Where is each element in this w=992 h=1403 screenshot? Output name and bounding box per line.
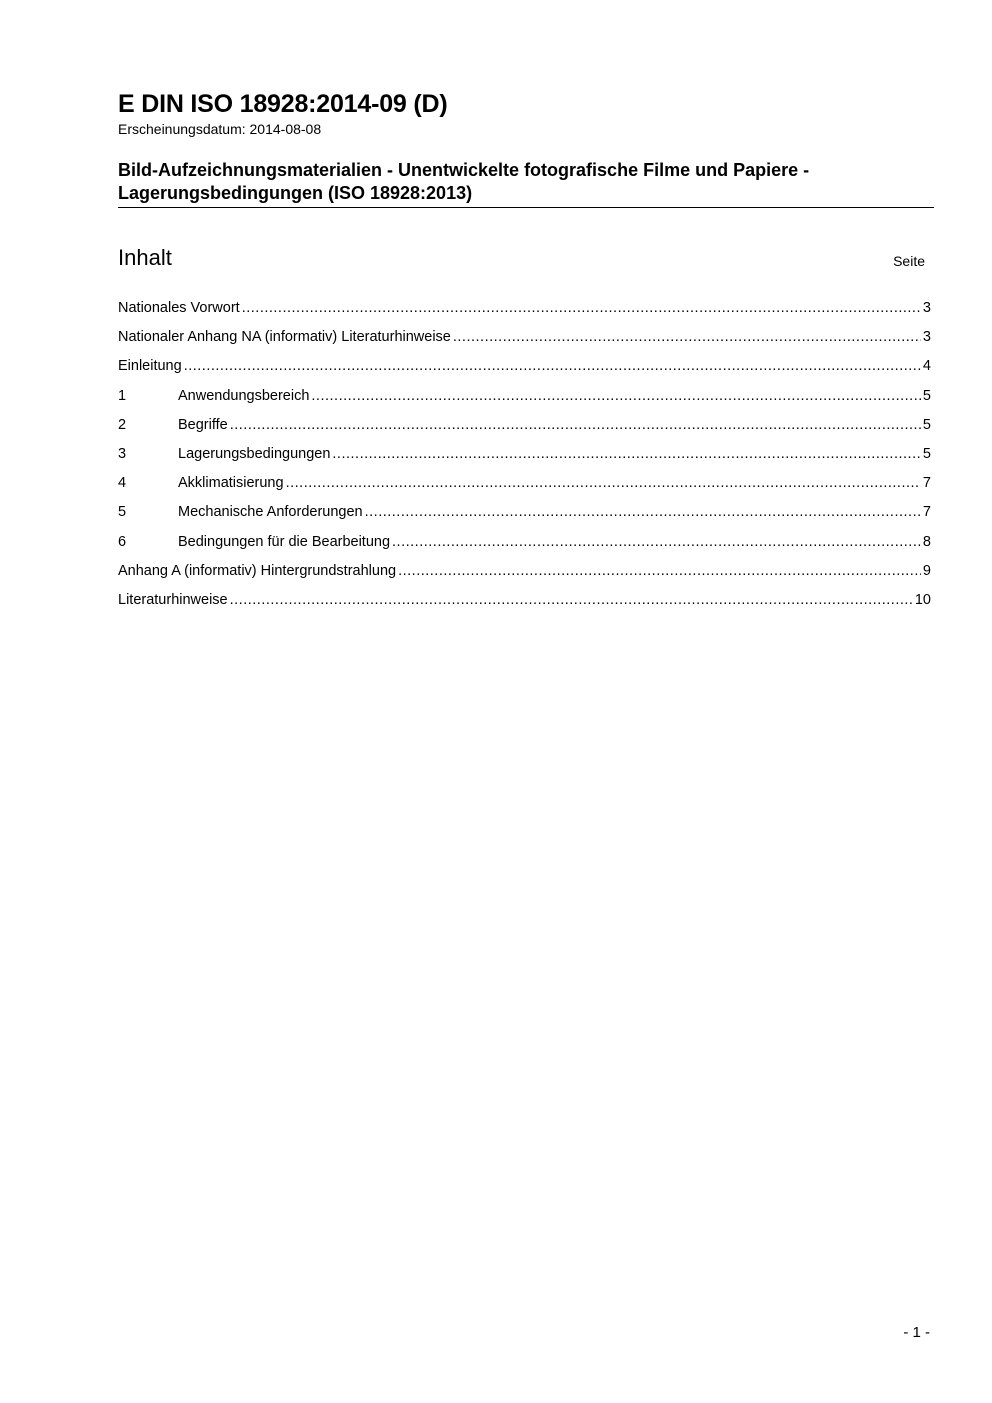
- toc-dot-leader: [392, 534, 921, 550]
- toc-entry-page: 9: [922, 562, 931, 579]
- toc-entry-title: Lagerungsbedingungen: [178, 445, 331, 462]
- toc-entry-title: Anwendungsbereich: [178, 387, 310, 404]
- toc-entry-title: Akklimatisierung: [178, 475, 284, 492]
- toc-entry-title: Einleitung: [118, 358, 182, 375]
- toc-entry-page: 7: [922, 475, 931, 492]
- document-title-line-1: Bild-Aufzeichnungsmaterialien - Unentwickelte fotografische Filme und Papiere -: [118, 160, 810, 180]
- toc-dot-leader: [286, 475, 921, 491]
- toc-entry-page: 4: [922, 358, 931, 375]
- toc-entry-number: 4: [118, 475, 127, 492]
- toc-entry-lagerungsbedingungen[interactable]: [118, 446, 931, 475]
- toc-entry-anwendungsbereich[interactable]: [118, 388, 931, 417]
- toc-dot-leader: [398, 563, 921, 579]
- toc-entry-title: Nationaler Anhang NA (informativ) Literaturhinweise: [118, 329, 451, 346]
- toc-entry-page: 10: [914, 591, 931, 608]
- toc-entry-mechanische-anforderungen[interactable]: [118, 504, 931, 533]
- toc-dot-leader: [311, 388, 921, 404]
- toc-entry-page: 8: [922, 533, 931, 550]
- toc-heading: Inhalt: [118, 245, 172, 270]
- toc-entry-akklimatisierung[interactable]: [118, 475, 931, 504]
- toc-entry-title: Bedingungen für die Bearbeitung: [178, 533, 391, 550]
- page-number: - 1 -: [903, 1324, 930, 1341]
- toc-dot-leader: [332, 446, 921, 462]
- toc-dot-leader: [453, 329, 921, 345]
- publication-date: Erscheinungsdatum: 2014-08-08: [118, 121, 322, 137]
- toc-entry-number: 5: [118, 504, 127, 521]
- document-title: [118, 159, 934, 208]
- toc-entry-title: Literaturhinweise: [118, 591, 228, 608]
- toc-entry-anhang-a[interactable]: [118, 563, 931, 592]
- toc-entry-title: Nationales Vorwort: [118, 300, 240, 316]
- toc-dot-leader: [365, 504, 921, 520]
- toc-entry-einleitung[interactable]: [118, 358, 931, 387]
- toc-entry-number: 6: [118, 533, 127, 550]
- toc-entry-page: 3: [922, 300, 931, 316]
- toc-entry-number: 2: [118, 416, 127, 433]
- toc-dot-leader: [230, 417, 921, 433]
- toc-dot-leader: [242, 300, 921, 316]
- toc-entry-bedingungen-bearbeitung[interactable]: [118, 534, 931, 563]
- toc-entry-page: 5: [922, 445, 931, 462]
- toc-entry-nationales-vorwort[interactable]: [118, 300, 931, 329]
- toc-entry-page: 5: [922, 387, 931, 404]
- toc-entry-number: 3: [118, 445, 127, 462]
- table-of-contents: [118, 300, 931, 621]
- document-title-line-2: Lagerungsbedingungen (ISO 18928:2013): [118, 183, 473, 203]
- toc-entry-page: 5: [922, 416, 931, 433]
- toc-entry-title: Anhang A (informativ) Hintergrundstrahlung: [118, 562, 397, 579]
- toc-dot-leader: [184, 358, 921, 374]
- toc-page-label: Seite: [893, 253, 925, 269]
- toc-entry-page: 7: [922, 504, 931, 521]
- document-id: E DIN ISO 18928:2014-09 (D): [118, 90, 448, 118]
- toc-entry-title: Begriffe: [178, 416, 228, 433]
- toc-dot-leader: [230, 592, 913, 608]
- toc-entry-title: Mechanische Anforderungen: [178, 504, 363, 521]
- toc-entry-begriffe[interactable]: [118, 417, 931, 446]
- toc-entry-nationaler-anhang[interactable]: [118, 329, 931, 358]
- toc-entry-literaturhinweise[interactable]: [118, 592, 931, 621]
- toc-entry-number: 1: [118, 387, 127, 404]
- toc-entry-page: 3: [922, 329, 931, 346]
